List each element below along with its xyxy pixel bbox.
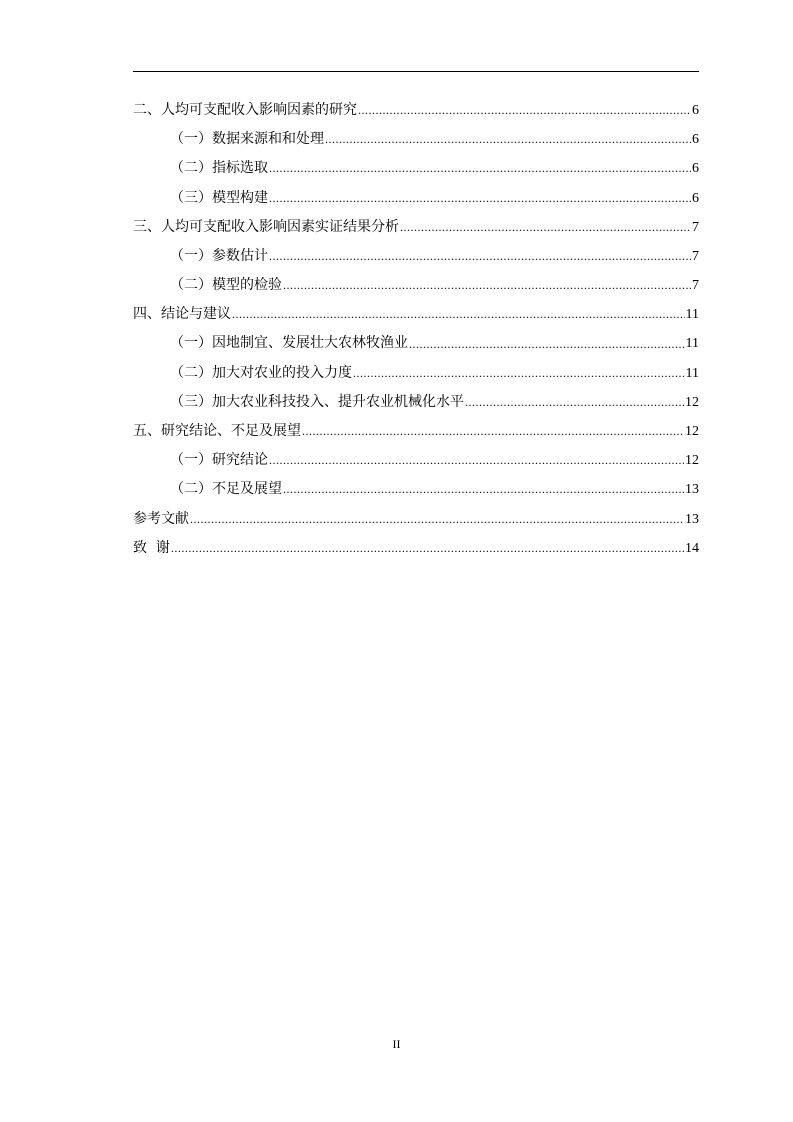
header-rule [133, 71, 699, 72]
toc-entry[interactable] [133, 154, 699, 183]
toc-entry-page: 6 [692, 102, 699, 118]
toc-entry[interactable] [133, 505, 699, 534]
toc-entry-page: 7 [692, 278, 699, 294]
toc-entry[interactable] [133, 446, 699, 475]
toc-entry-title: （一）数据来源和和处理 [170, 131, 324, 148]
toc-entry[interactable] [133, 534, 699, 563]
toc-entry[interactable] [133, 417, 699, 446]
toc-entry-page: 6 [692, 132, 699, 148]
toc-entry-title: （三）模型构建 [170, 189, 268, 206]
table-of-contents [133, 96, 699, 563]
toc-dot-leader [232, 300, 685, 329]
toc-dot-leader [269, 446, 684, 475]
toc-entry-page: 11 [685, 336, 699, 352]
toc-entry-page: 6 [692, 161, 699, 177]
toc-entry-page: 13 [685, 511, 699, 527]
toc-entry[interactable] [133, 388, 699, 417]
toc-entry[interactable] [133, 96, 699, 125]
toc-entry-title: 三、人均可支配收入影响因素实证结果分析 [133, 218, 399, 235]
toc-dot-leader [269, 184, 691, 213]
toc-entry-title: （二）加大对农业的投入力度 [170, 364, 352, 381]
toc-entry[interactable] [133, 475, 699, 504]
toc-entry-title: （一）因地制宜、发展壮大农林牧渔业 [170, 335, 408, 352]
toc-dot-leader [400, 213, 691, 242]
toc-entry-title: 五、研究结论、不足及展望 [133, 423, 301, 440]
toc-entry-title: 四、结论与建议 [133, 306, 231, 323]
toc-dot-leader [283, 475, 684, 504]
toc-entry-title: （二）指标选取 [170, 160, 268, 177]
page-number: II [392, 1037, 401, 1051]
toc-entry-title: 参考文献 [133, 510, 189, 527]
toc-entry-page: 12 [685, 394, 699, 410]
toc-dot-leader [353, 359, 685, 388]
toc-entry-title: （二）模型的检验 [170, 277, 282, 294]
toc-dot-leader [465, 388, 684, 417]
toc-entry-page: 12 [685, 424, 699, 440]
toc-dot-leader [190, 505, 684, 534]
toc-entry-page: 14 [685, 540, 699, 556]
toc-entry[interactable] [133, 300, 699, 329]
toc-dot-leader [325, 125, 691, 154]
toc-entry-page: 11 [685, 365, 699, 381]
toc-dot-leader [302, 417, 684, 446]
toc-entry-title: （三）加大农业科技投入、提升农业机械化水平 [170, 393, 464, 410]
toc-dot-leader [283, 271, 691, 300]
toc-entry-page: 12 [685, 453, 699, 469]
toc-entry-page: 7 [692, 248, 699, 264]
toc-dot-leader [269, 242, 691, 271]
toc-entry-page: 13 [685, 482, 699, 498]
toc-entry[interactable] [133, 184, 699, 213]
toc-entry-title: （二）不足及展望 [170, 481, 282, 498]
toc-entry-page: 7 [692, 219, 699, 235]
toc-entry[interactable] [133, 125, 699, 154]
toc-entry-page: 6 [692, 190, 699, 206]
toc-entry[interactable] [133, 359, 699, 388]
toc-entry[interactable] [133, 271, 699, 300]
toc-dot-leader [358, 96, 691, 125]
toc-entry[interactable] [133, 242, 699, 271]
toc-entry-page: 11 [685, 307, 699, 323]
toc-dot-leader [409, 330, 685, 359]
toc-entry-title: 致 谢 [133, 539, 170, 556]
toc-dot-leader [269, 154, 691, 183]
toc-entry-title: （一）参数估计 [170, 247, 268, 264]
toc-entry[interactable] [133, 213, 699, 242]
toc-entry-title: 二、人均可支配收入影响因素的研究 [133, 101, 357, 118]
toc-dot-leader [171, 534, 684, 563]
toc-entry[interactable] [133, 330, 699, 359]
toc-entry-title: （一）研究结论 [170, 452, 268, 469]
